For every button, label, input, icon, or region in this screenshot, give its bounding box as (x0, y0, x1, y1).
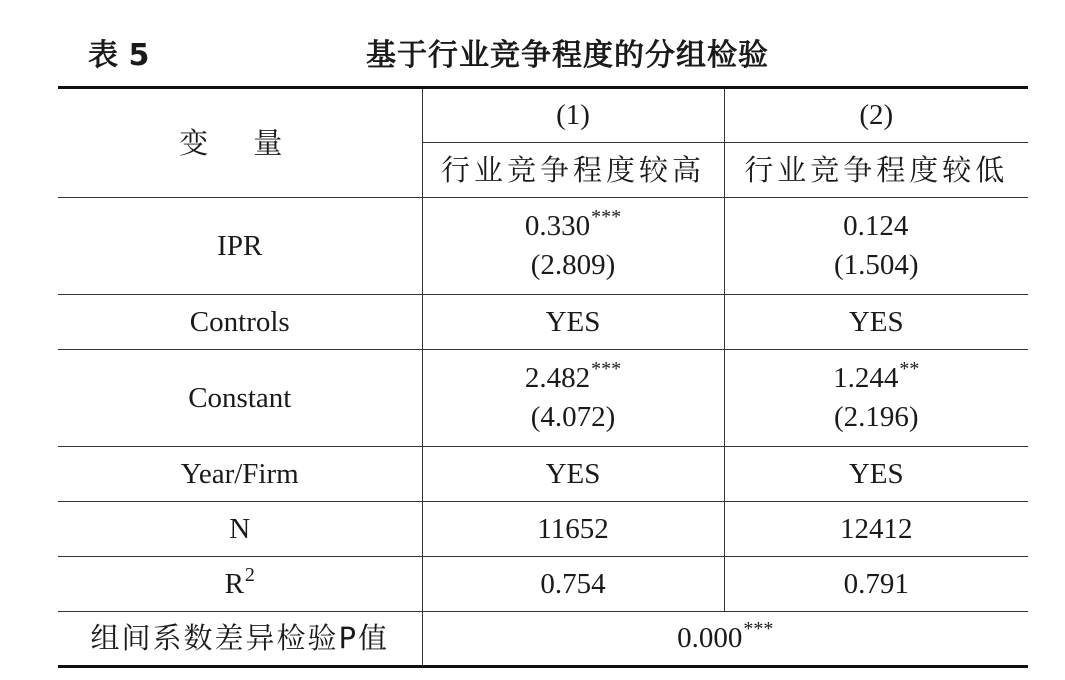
row-label-controls: Controls (58, 295, 422, 350)
row-label-n: N (58, 502, 422, 557)
column-label-low-competition: 行业竞争程度较低 (724, 143, 1028, 198)
significance-stars: *** (591, 206, 622, 229)
table-number: 表 5 (88, 38, 150, 73)
table-row-ipr (58, 198, 1028, 295)
row-label-diff-test: 组间系数差异检验P值 (58, 612, 422, 667)
t-statistic: (2.196) (833, 401, 919, 433)
table-title: 基于行业竞争程度的分组检验 (366, 38, 769, 73)
r2-base: R (224, 567, 244, 600)
cell-year-firm-col2: YES (724, 447, 1028, 502)
cell-n-col1: 11652 (422, 502, 724, 557)
t-statistic: (4.072) (530, 401, 616, 433)
cell-controls-col2: YES (724, 295, 1028, 350)
significance-stars: *** (591, 358, 622, 381)
significance-stars: *** (743, 618, 774, 641)
cell-constant-col1 (422, 350, 724, 447)
cell-year-firm-col1: YES (422, 447, 724, 502)
row-label-constant: Constant (58, 350, 422, 447)
row-label-r2 (58, 557, 422, 612)
r2-exponent: 2 (244, 563, 255, 586)
cell-ipr-col2 (724, 198, 1028, 295)
cell-constant-col2 (724, 350, 1028, 447)
significance-stars: ** (899, 358, 920, 381)
cell-n-col2: 12412 (724, 502, 1028, 557)
variable-header: 变 量 (58, 88, 422, 198)
coef-value: 0.330 (524, 210, 591, 243)
row-label-year-firm: Year/Firm (58, 447, 422, 502)
table-row-n (58, 502, 1028, 557)
regression-table (58, 86, 1028, 668)
coef-value: 2.482 (524, 362, 591, 395)
cell-r2-col2: 0.791 (724, 557, 1028, 612)
t-statistic: (1.504) (833, 249, 919, 281)
column-label-high-competition: 行业竞争程度较高 (422, 143, 724, 198)
table-row-diff-test (58, 612, 1028, 667)
table-row-constant (58, 350, 1028, 447)
header-row-numbers (58, 88, 1028, 143)
cell-controls-col1: YES (422, 295, 724, 350)
coef-value: 0.124 (843, 210, 909, 243)
coef-value: 1.244 (833, 362, 899, 395)
cell-diff-test (422, 612, 1028, 667)
table-row-controls (58, 295, 1028, 350)
cell-r2-col1: 0.754 (422, 557, 724, 612)
table-row-year-firm (58, 447, 1028, 502)
cell-ipr-col1 (422, 198, 724, 295)
p-value: 0.000 (677, 622, 743, 655)
table-caption (88, 24, 1028, 74)
column-number-2: (2) (724, 88, 1028, 143)
table-row-r2 (58, 557, 1028, 612)
row-label-ipr: IPR (58, 198, 422, 295)
column-number-1: (1) (422, 88, 724, 143)
t-statistic: (2.809) (530, 249, 616, 281)
